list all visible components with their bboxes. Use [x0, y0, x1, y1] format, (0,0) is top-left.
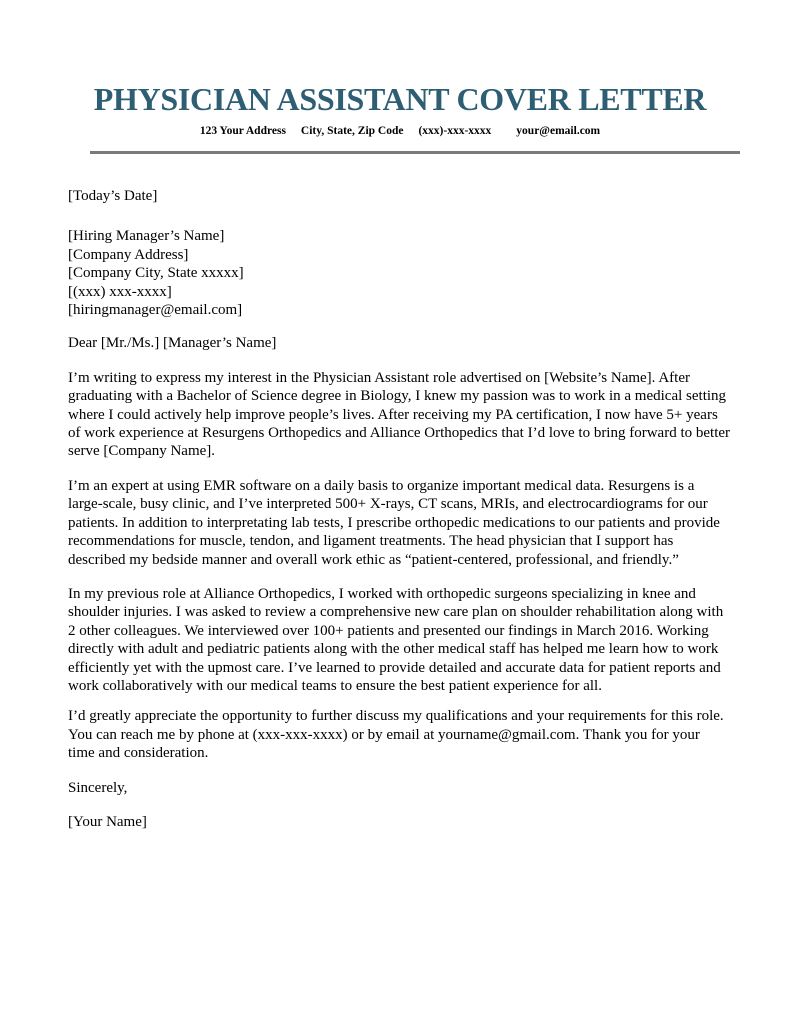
recipient-city-line: [Company City, State xxxxx]: [68, 265, 244, 282]
paragraph-intro: I’m writing to express my interest in the Physician Assistant role advertised on [Website’s Name]. After graduating with a Bachelor of Science degree in Biology, I knew my passion was to work in a medical setting where I could actively help improve people’s lives. After receiving my PA certification, I now have 5+ years of work experience at Resurgens Orthopedics and Alliance Orthopedics that I’d love to bring forward to better serve [Company Name].: [68, 369, 731, 460]
contact-info-row: [0, 125, 800, 138]
page-title: PHYSICIAN ASSISTANT COVER LETTER: [93, 81, 707, 117]
contact-address: 123 Your Address: [199, 124, 286, 137]
salutation: Dear [Mr./Ms.] [Manager’s Name]: [68, 335, 277, 352]
date-line: [Today’s Date]: [68, 188, 158, 205]
contact-phone: (xxx)-xxx-xxxx: [418, 124, 492, 137]
closing-line: Sincerely,: [68, 779, 128, 796]
recipient-email-line: [hiringmanager@email.com]: [68, 302, 243, 319]
recipient-block: [68, 227, 730, 319]
letter-body: [68, 187, 730, 831]
letterhead: [0, 0, 800, 154]
recipient-address-line: [Company Address]: [68, 246, 189, 263]
signature-line: [Your Name]: [68, 813, 147, 830]
recipient-name-line: [Hiring Manager’s Name]: [68, 228, 225, 245]
contact-city-state-zip: City, State, Zip Code: [300, 124, 404, 137]
recipient-phone-line: [(xxx) xxx-xxxx]: [68, 283, 172, 300]
paragraph-experience: In my previous role at Alliance Orthopedics, I worked with orthopedic surgeons specializing in knee and shoulder injuries. I was asked to review a comprehensive new care plan on shoulder rehabilitation along with 2 other colleagues. We interviewed over 100+ patients and presented our findings in March 2016. Working directly with adult and pediatric patients along with the other medical staff has helped me learn how to work efficiently yet with the upmost care. I’ve learned to provide detailed and accurate data for patient reports and work collaboratively with our medical teams to ensure the best patient experience for all.: [68, 585, 724, 694]
header-divider: [90, 151, 740, 154]
paragraph-skills: I’m an expert at using EMR software on a daily basis to organize important medical data. Resurgens is a large-scale, busy clinic, and I’ve interpreted 500+ X-rays, CT scans, MRIs, and electrocardiograms for our patients. In addition to interpretating lab tests, I prescribe orthopedic medications to our patients and provide recommendations for muscle, tendon, and ligament treatments. The head physician that I support has described my bedside manner and overall work ethic as “patient-centered, professional, and friendly.”: [68, 477, 720, 568]
contact-email: your@email.com: [516, 124, 601, 137]
paragraph-closing-request: I’d greatly appreciate the opportunity to further discuss my qualifications and your requirements for this role. You can reach me by phone at (xxx-xxx-xxxx) or by email at yourname@gmail.com. Thank you for your time and consideration.: [68, 708, 724, 762]
